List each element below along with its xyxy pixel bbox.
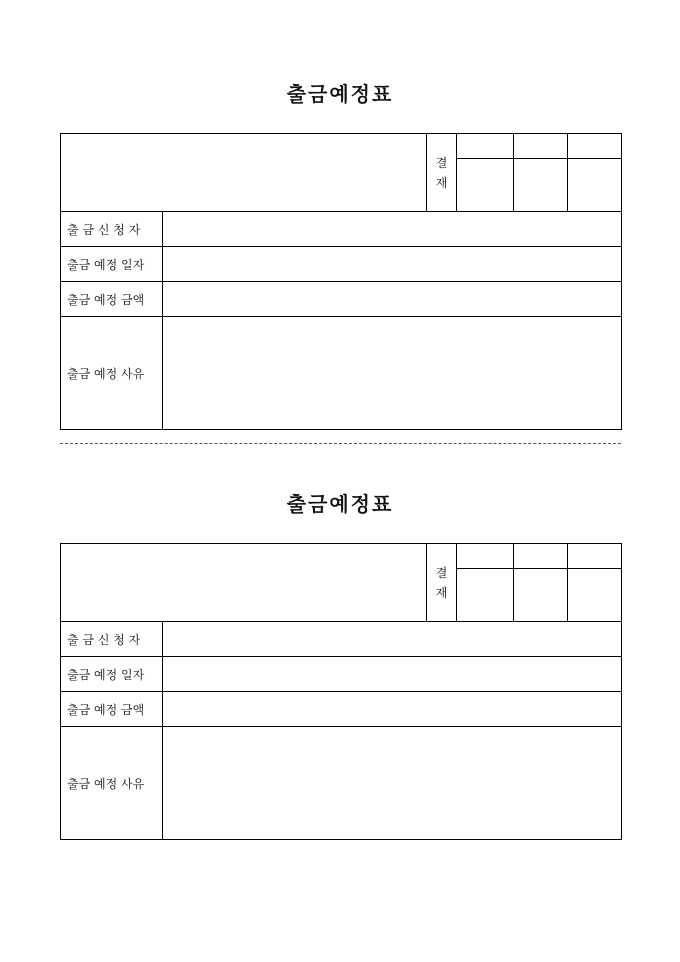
applicant-label: 출 금 신 청 자: [61, 212, 163, 247]
applicant-field[interactable]: [163, 212, 622, 247]
withdrawal-schedule-form: [60, 133, 622, 430]
reason-field[interactable]: [163, 727, 622, 840]
applicant-label: 출 금 신 청 자: [61, 622, 163, 657]
date-field[interactable]: [163, 247, 622, 282]
approval-label: [427, 544, 457, 622]
cut-line-divider: [60, 443, 621, 444]
approval-signature-cell[interactable]: [568, 569, 622, 622]
approval-label: [427, 134, 457, 212]
reason-label: 출금 예정 사유: [61, 727, 163, 840]
date-label: 출금 예정 일자: [61, 657, 163, 692]
header-blank-area: [61, 134, 427, 212]
header-blank-area: [61, 544, 427, 622]
approval-role-cell[interactable]: [457, 544, 514, 569]
approval-role-cell[interactable]: [568, 134, 622, 159]
amount-field[interactable]: [163, 282, 622, 317]
date-label: 출금 예정 일자: [61, 247, 163, 282]
approval-signature-cell[interactable]: [514, 159, 568, 212]
approval-signature-cell[interactable]: [457, 569, 514, 622]
approval-signature-cell[interactable]: [514, 569, 568, 622]
approval-label-bottom: 재: [435, 175, 448, 190]
form-title: 출금예정표: [286, 82, 394, 106]
approval-signature-cell[interactable]: [568, 159, 622, 212]
approval-label-top: 결: [435, 565, 448, 580]
approval-label-top: 결: [435, 155, 448, 170]
approval-role-cell[interactable]: [514, 134, 568, 159]
date-field[interactable]: [163, 657, 622, 692]
amount-field[interactable]: [163, 692, 622, 727]
withdrawal-schedule-form: [60, 543, 622, 840]
form-title: 출금예정표: [286, 492, 394, 516]
applicant-field[interactable]: [163, 622, 622, 657]
reason-label: 출금 예정 사유: [61, 317, 163, 430]
approval-signature-cell[interactable]: [457, 159, 514, 212]
approval-label-bottom: 재: [435, 585, 448, 600]
amount-label: 출금 예정 금액: [61, 692, 163, 727]
amount-label: 출금 예정 금액: [61, 282, 163, 317]
approval-role-cell[interactable]: [568, 544, 622, 569]
reason-field[interactable]: [163, 317, 622, 430]
approval-role-cell[interactable]: [457, 134, 514, 159]
approval-role-cell[interactable]: [514, 544, 568, 569]
